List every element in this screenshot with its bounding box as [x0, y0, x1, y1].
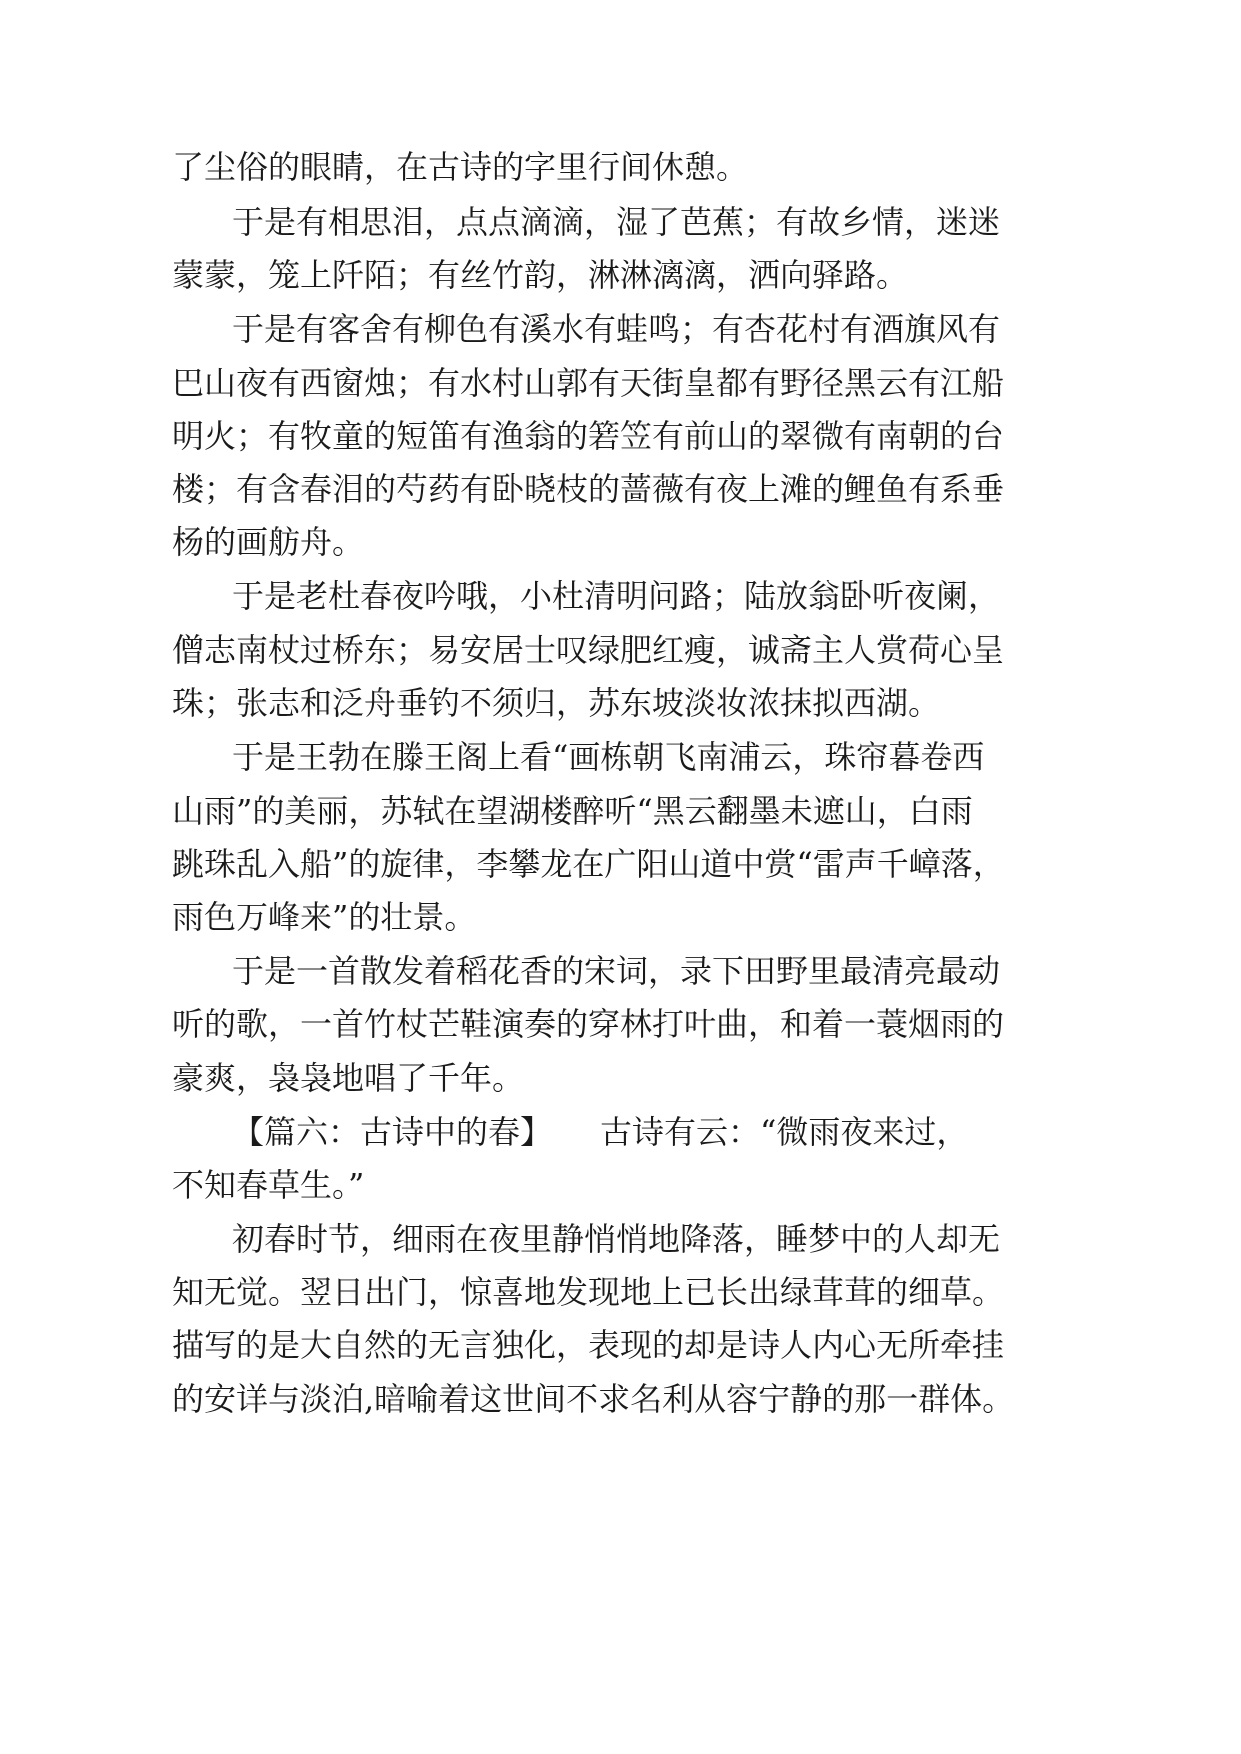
text-line-18: 豪爽，袅袅地唱了千年。 [172, 1059, 525, 1097]
text-line-14: 跳珠乱入船”的旋律，李攀龙在广阳山道中赏“雷声千嶂落， [172, 845, 1005, 883]
text-line-24: 的安详与淡泊,暗喻着这世间不求名利从容宁静的那一群体。 [172, 1380, 1015, 1418]
text-line-5: 巴山夜有西窗烛；有水村山郭有天街皇都有野径黑云有江船 [172, 364, 1005, 402]
text-line-22: 知无觉。翌日出门，惊喜地发现地上已长出绿茸茸的细草。 [172, 1273, 1005, 1311]
text-line-7: 楼；有含春泪的芍药有卧晓枝的蔷薇有夜上滩的鲤鱼有系垂 [172, 470, 1005, 508]
section-heading-line: 【篇六：古诗中的春】 古诗有云：“微雨夜来过， [232, 1113, 969, 1151]
text-line-2: 于是有相思泪，点点滴滴，湿了芭蕉；有故乡情，迷迷 [232, 203, 1001, 241]
text-line-15: 雨色万峰来”的壮景。 [172, 898, 477, 936]
text-line-10: 僧志南杖过桥东；易安居士叹绿肥红瘦，诚斋主人赏荷心呈 [172, 631, 1005, 669]
text-line-4: 于是有客舍有柳色有溪水有蛙鸣；有杏花村有酒旗风有 [232, 310, 1001, 348]
text-line-6: 明火；有牧童的短笛有渔翁的箬笠有前山的翠微有南朝的台 [172, 417, 1005, 455]
text-line-8: 杨的画舫舟。 [172, 523, 365, 561]
text-line-17: 听的歌，一首竹杖芒鞋演奏的穿林打叶曲，和着一蓑烟雨的 [172, 1005, 1005, 1043]
text-line-9: 于是老杜春夜吟哦，小杜清明问路；陆放翁卧听夜阑， [232, 577, 1001, 615]
text-line-21: 初春时节，细雨在夜里静悄悄地降落，睡梦中的人却无 [232, 1220, 1001, 1258]
text-line-16: 于是一首散发着稻花香的宋词，录下田野里最清亮最动 [232, 952, 1001, 990]
text-line-13: 山雨”的美丽，苏轼在望湖楼醉听“黑云翻墨未遮山，白雨 [172, 792, 973, 830]
text-line-12: 于是王勃在滕王阁上看“画栋朝飞南浦云，珠帘暮卷西 [232, 738, 985, 776]
text-line-23: 描写的是大自然的无言独化，表现的却是诗人内心无所牵挂 [172, 1326, 1005, 1364]
text-line-3: 蒙蒙，笼上阡陌；有丝竹韵，淋淋漓漓，洒向驿路。 [172, 256, 909, 294]
text-line-1: 了尘俗的眼睛，在古诗的字里行间休憩。 [172, 148, 749, 186]
text-line-20: 不知春草生。” [172, 1166, 365, 1204]
text-line-11: 珠；张志和泛舟垂钓不须归，苏东坡淡妆浓抹拟西湖。 [172, 684, 941, 722]
